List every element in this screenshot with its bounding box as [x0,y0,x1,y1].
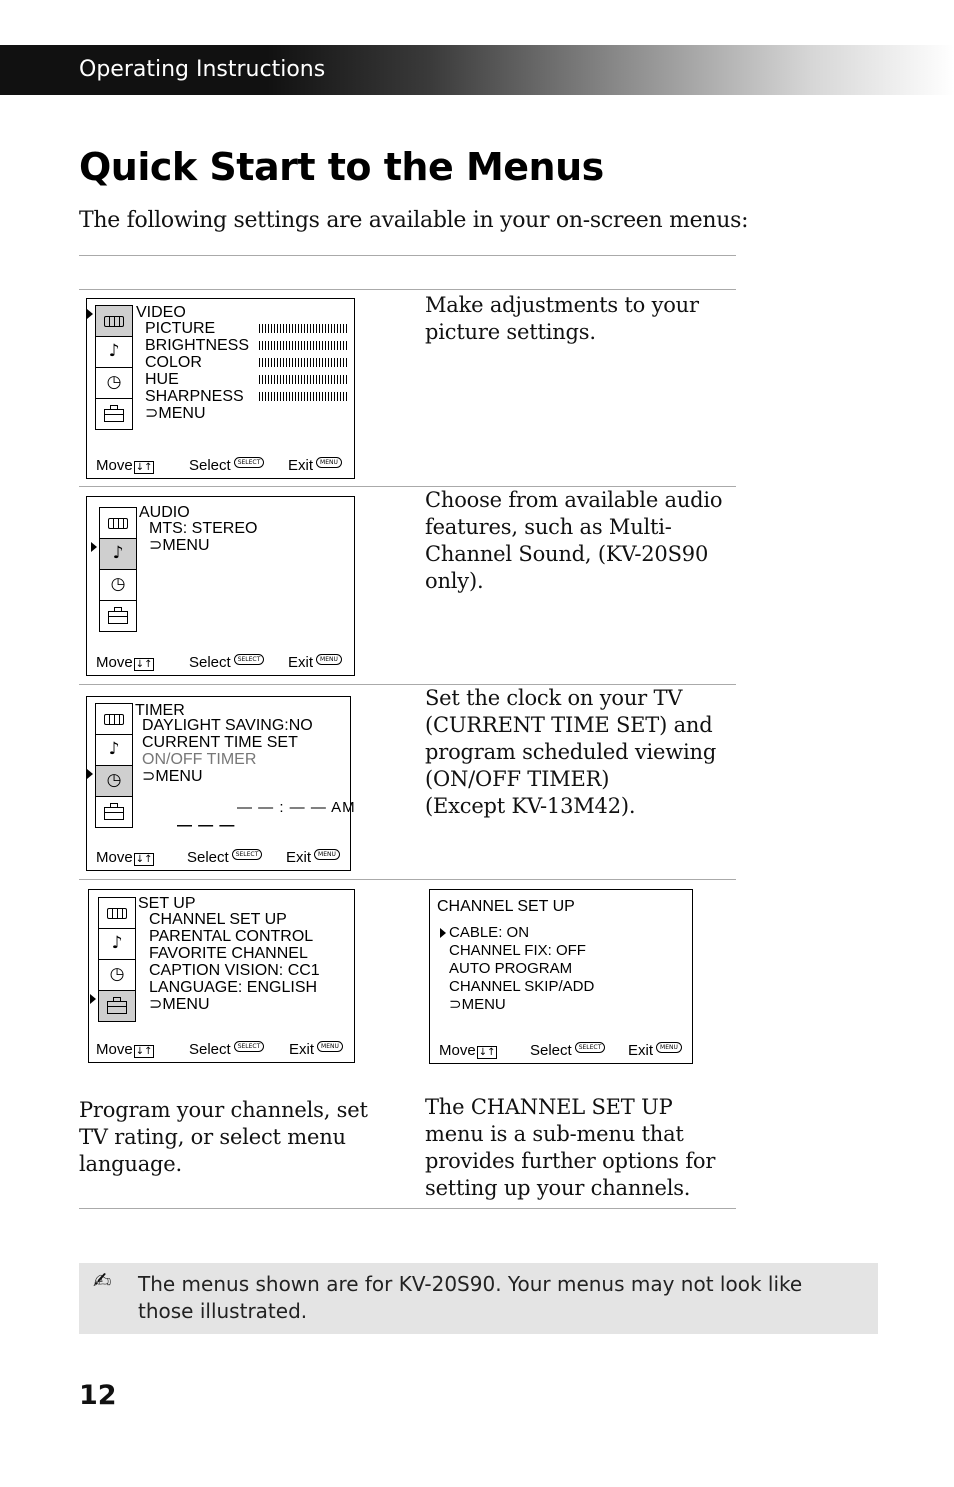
footer-select: Select SELECT [189,1041,231,1058]
menu-item: CHANNEL SET UP [149,911,287,928]
video-menu-screen [86,298,355,479]
menu-item: CHANNEL SKIP/ADD [449,978,595,995]
video-icon [99,507,137,539]
picture-slider [259,324,349,333]
menu-item: LANGUAGE: ENGLISH [149,979,318,996]
music-note-icon: ♪ [95,734,133,766]
header-bar [0,45,954,95]
selection-pointer-icon [90,994,96,1004]
description-line: program scheduled viewing [425,740,717,764]
description-line: The CHANNEL SET UP [425,1095,673,1119]
menu-items [145,320,249,422]
menu-item: CAPTION VISION: CC1 [149,962,320,979]
menu-title: TIMER [135,702,185,719]
select-button-icon: SELECT [234,457,265,468]
note-box [79,1263,878,1334]
menu-footer [438,1042,684,1060]
description-line: (Except KV-13M42). [425,794,636,818]
channel-setup-description [425,1094,715,1202]
menu-icon-column [98,897,136,1021]
menu-item: PARENTAL CONTROL [149,928,314,945]
menu-footer [95,849,342,867]
move-arrows-icon: ↓↑ [478,1047,496,1058]
page-number: 12 [79,1380,117,1411]
menu-icon-column [95,703,133,827]
menu-icon-column [99,507,137,631]
hue-slider [259,375,349,384]
menu-footer [97,1041,346,1059]
move-arrows-icon: ↓↑ [135,1046,153,1057]
description-line: Program your channels, set [79,1098,368,1122]
menu-item: AUTO PROGRAM [449,960,573,977]
brightness-slider [259,341,349,350]
toolbox-icon [98,990,136,1022]
description-line: provides further options for [425,1149,716,1173]
select-button-icon: SELECT [232,849,263,860]
color-slider [259,358,349,367]
menu-item: CABLE: ON [449,924,530,941]
video-icon [95,703,133,735]
select-button-icon: SELECT [234,1041,265,1052]
menu-title: SET UP [138,895,196,912]
audio-description [425,487,722,595]
description-line: only). [425,569,484,593]
video-icon [95,305,133,337]
description-line: menu is a sub-menu that [425,1122,684,1146]
move-arrows-icon: ↓↑ [135,659,153,670]
footer-exit: Exit MENU [288,654,313,671]
menu-item: PICTURE [145,320,216,337]
footer-exit: Exit MENU [628,1042,653,1059]
footer-move: Move ↓↑ [96,1041,153,1058]
menu-button-icon: MENU [317,1041,343,1052]
selection-pointer-icon [87,769,93,779]
select-button-icon: SELECT [575,1042,606,1053]
description-line: Channel Sound, (KV-20S90 [425,542,709,566]
video-description [425,292,699,346]
menu-item: ⊃MENU [149,537,210,554]
menu-item: ON/OFF TIMER [142,751,257,768]
footer-select: Select SELECT [530,1042,572,1059]
footer-select: Select SELECT [187,849,229,866]
description-line: TV rating, or select menu [79,1125,346,1149]
divider [79,255,736,256]
footer-exit: Exit MENU [289,1041,314,1058]
menu-footer [95,654,346,672]
menu-item: ⊃MENU [449,996,506,1013]
footer-exit: Exit MENU [286,849,311,866]
menu-items [449,924,594,1014]
audio-menu-screen [86,496,355,676]
day-readout: — — — [177,817,236,834]
channel-setup-menu-screen [429,889,693,1064]
toolbox-icon [95,796,133,828]
description-line: (CURRENT TIME SET) and [425,713,713,737]
selection-pointer-icon [440,928,446,938]
footer-move: Move ↓↑ [96,457,153,474]
note-text: The menus shown are for KV-20S90. Your menus may not look like those illustrated. [138,1272,803,1323]
menu-button-icon: MENU [316,654,342,665]
menu-item: FAVORITE CHANNEL [149,945,308,962]
menu-title: CHANNEL SET UP [437,898,575,915]
menu-items [149,520,257,554]
divider [79,1208,736,1209]
description-line: setting up your channels. [425,1176,691,1200]
clock-icon: ◷ [95,367,133,399]
selection-pointer-icon [87,309,93,319]
clock-readout: — — : — — AM [237,799,356,816]
menu-button-icon: MENU [316,457,342,468]
clock-icon: ◷ [95,765,133,797]
menu-item: ⊃MENU [145,405,206,422]
menu-item: CURRENT TIME SET [142,734,298,751]
menu-title: VIDEO [136,304,186,321]
menu-title: AUDIO [139,504,190,521]
menu-item: SHARPNESS [145,388,244,405]
select-button-icon: SELECT [234,654,265,665]
description-line: Make adjustments to your [425,293,699,317]
timer-menu-screen [86,696,356,871]
footer-move: Move ↓↑ [96,849,153,866]
menu-button-icon: MENU [314,849,340,860]
divider [79,289,736,290]
description-line: picture settings. [425,320,596,344]
intro-text: The following settings are available in your on-screen menus: [79,208,749,233]
music-note-icon: ♪ [99,538,137,570]
menu-items [149,911,320,1013]
pencil-note-icon: ✍ [93,1269,112,1294]
clock-icon: ◷ [98,959,136,991]
menu-item: ⊃MENU [142,768,203,785]
menu-item: MTS: STEREO [149,520,258,537]
menu-item: BRIGHTNESS [145,337,250,354]
toolbox-icon [99,600,137,632]
video-icon [98,897,136,929]
music-note-icon: ♪ [98,928,136,960]
menu-footer [95,457,346,475]
clock-icon: ◷ [99,569,137,601]
selection-pointer-icon [91,542,97,552]
setup-menu-screen [88,889,355,1063]
description-line: (ON/OFF TIMER) [425,767,610,791]
section-label: Operating Instructions [79,57,326,82]
toolbox-icon [95,398,133,430]
menu-items [142,717,313,785]
menu-item: CHANNEL FIX: OFF [449,942,586,959]
divider [79,879,736,880]
music-note-icon: ♪ [95,336,133,368]
menu-item: COLOR [145,354,202,371]
footer-select: Select SELECT [189,457,231,474]
page-title: Quick Start to the Menus [79,145,604,189]
menu-icon-column [95,305,133,429]
footer-exit: Exit MENU [288,457,313,474]
menu-button-icon: MENU [656,1042,682,1053]
description-line: language. [79,1152,182,1176]
footer-move: Move ↓↑ [439,1042,496,1059]
move-arrows-icon: ↓↑ [135,854,153,865]
setup-description [79,1097,368,1178]
menu-item: ⊃MENU [149,996,210,1013]
menu-item: DAYLIGHT SAVING:NO [142,717,313,734]
footer-move: Move ↓↑ [96,654,153,671]
menu-item: HUE [145,371,179,388]
footer-select: Select SELECT [189,654,231,671]
sharpness-slider [259,392,349,401]
timer-description [425,685,716,820]
description-line: Set the clock on your TV [425,686,683,710]
description-line: features, such as Multi- [425,515,672,539]
move-arrows-icon: ↓↑ [135,462,153,473]
description-line: Choose from available audio [425,488,723,512]
